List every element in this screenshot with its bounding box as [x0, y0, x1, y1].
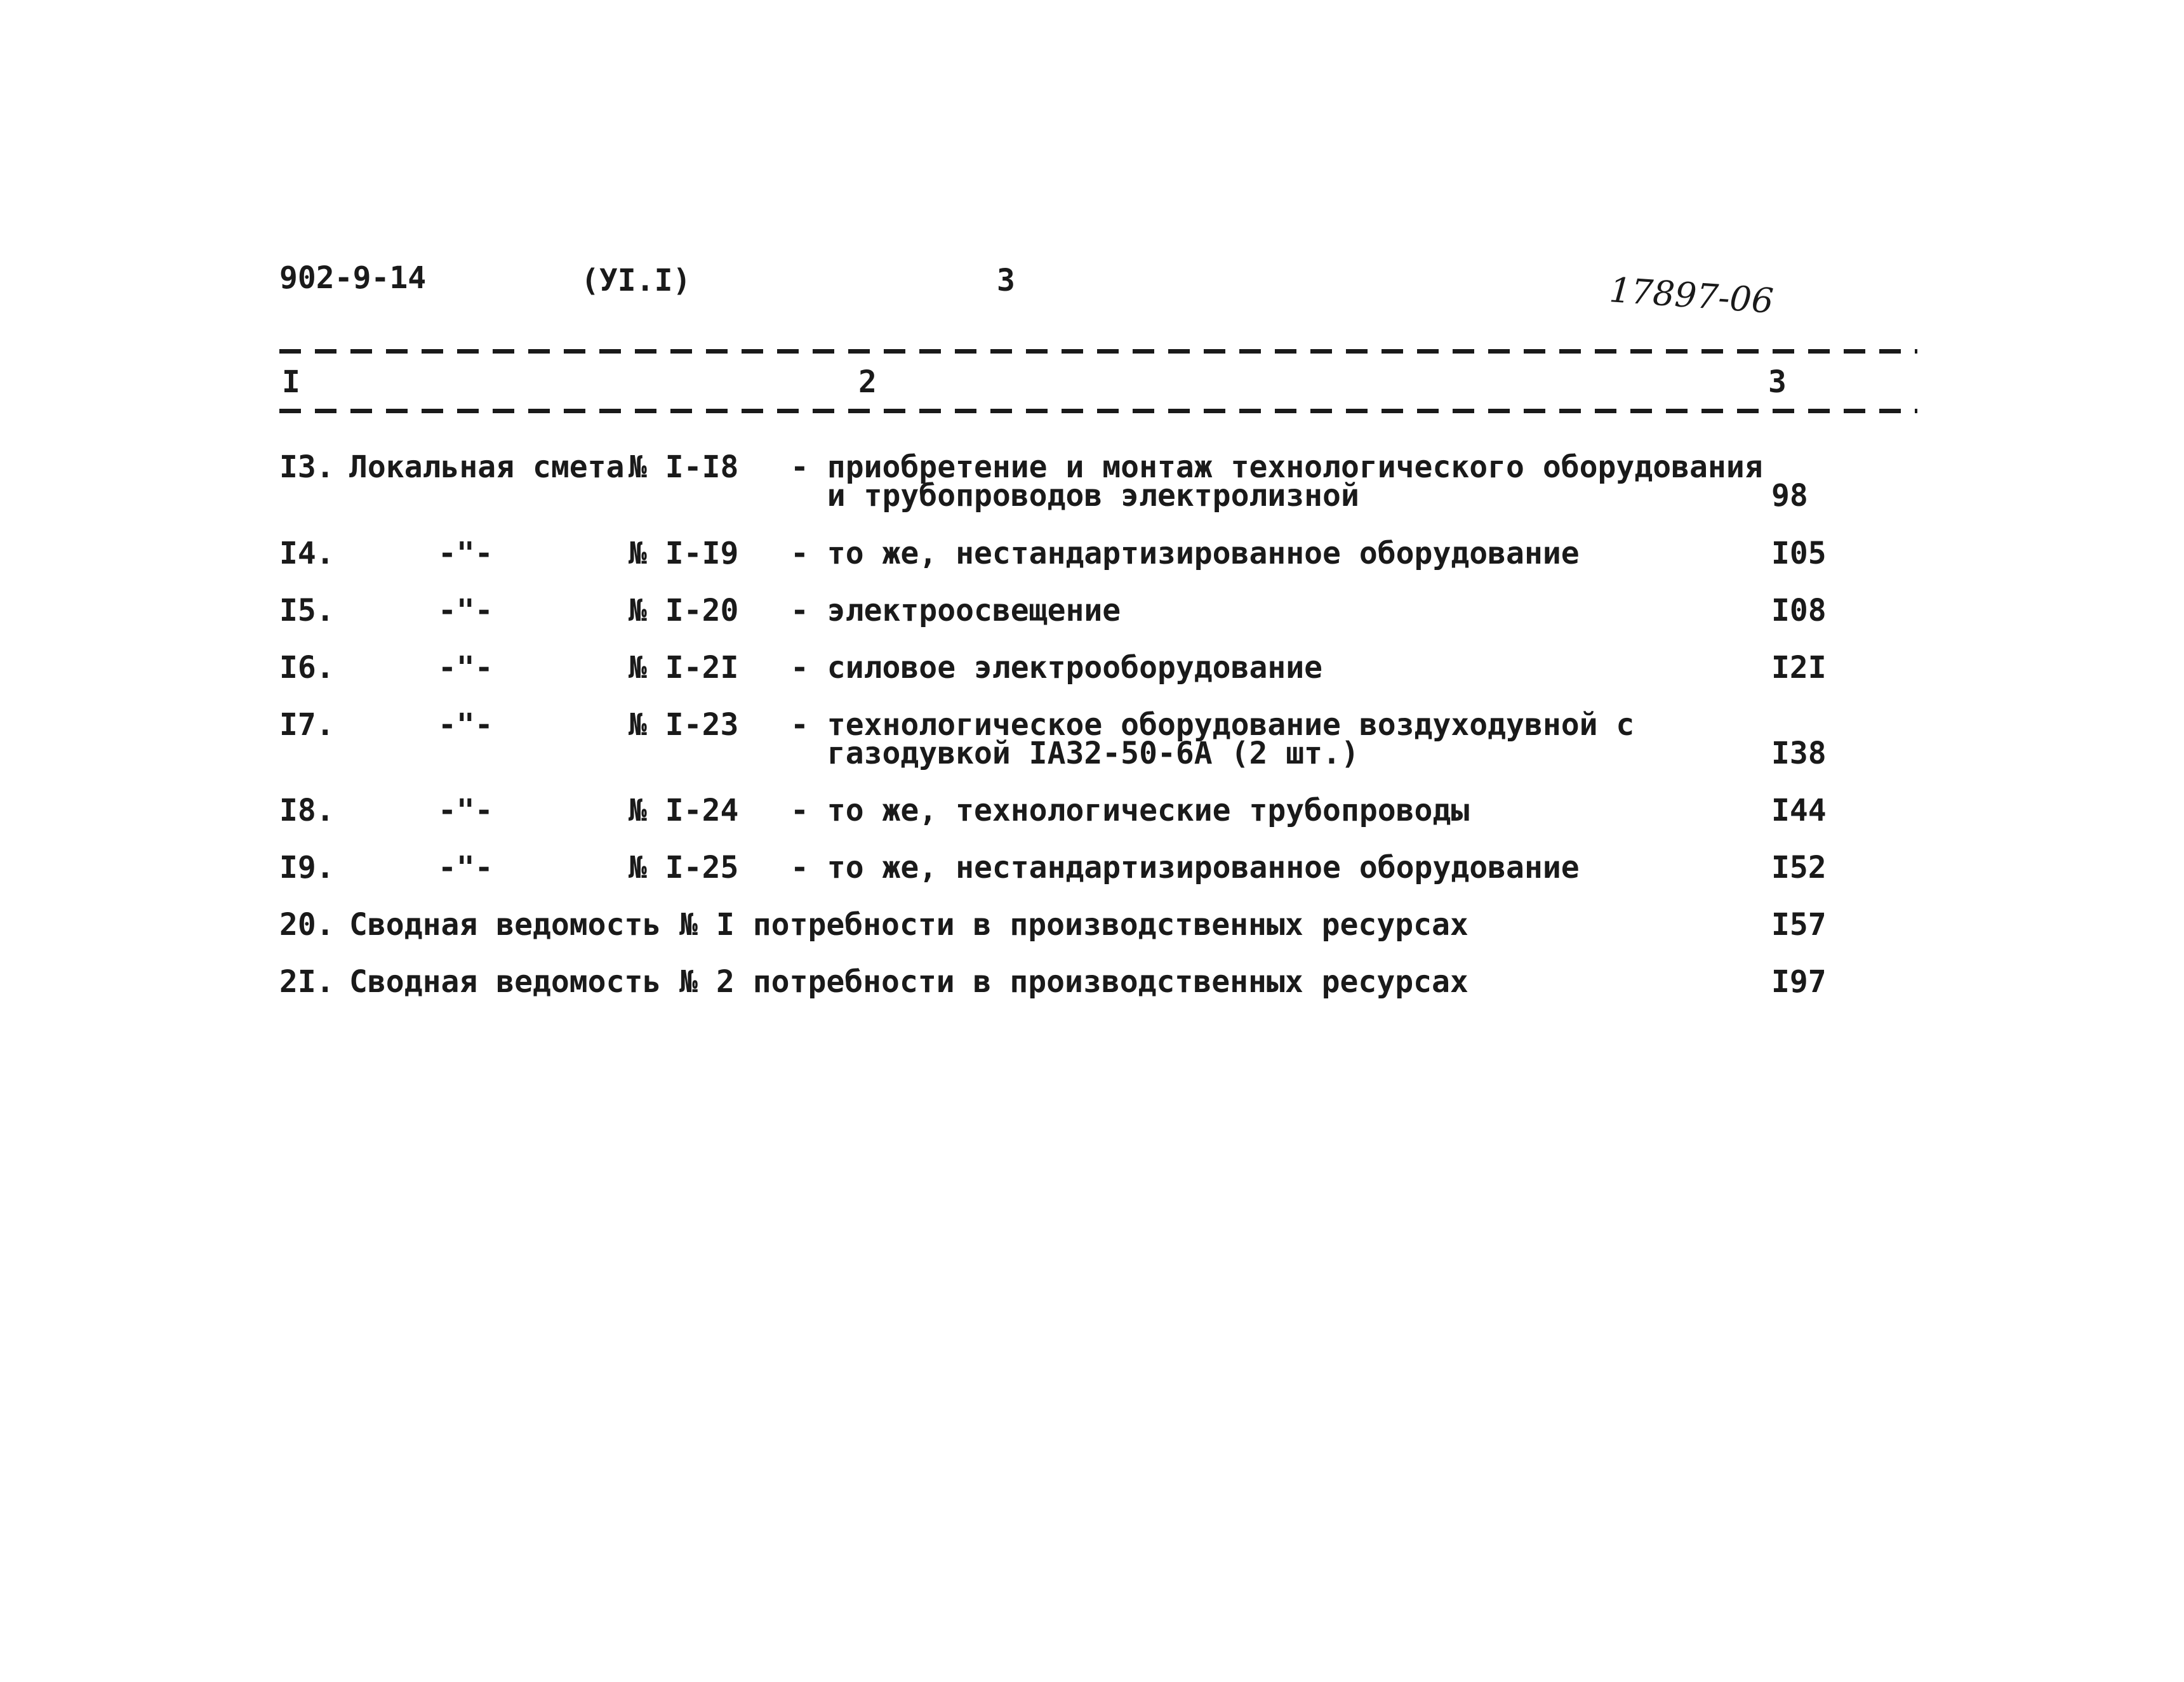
row-number: I6.	[279, 650, 335, 685]
row-page: I52	[1771, 850, 1827, 885]
column-header-1: I	[282, 364, 300, 400]
row-description-line-1: - приобретение и монтаж технологического оборудования	[790, 449, 1763, 485]
row-page: I05	[1771, 536, 1827, 571]
row-description-line-2: газодувкой IА32-50-6А (2 шт.)	[827, 736, 1359, 771]
ditto-mark: -"-	[438, 707, 493, 743]
row-reference: № I-I9	[629, 536, 739, 571]
row-number: I8.	[279, 793, 335, 828]
row-reference: № I-I8	[629, 449, 739, 485]
ditto-mark: -"-	[438, 593, 493, 628]
column-header-2: 2	[858, 364, 877, 400]
summary-text: Сводная ведомость № 2 потребности в производственных ресурсах	[349, 964, 1468, 1000]
row-page: I57	[1771, 907, 1827, 943]
row-page: I97	[1771, 964, 1827, 1000]
row-reference: № I-20	[629, 593, 739, 628]
row-description-line-1: - технологическое оборудование воздуходувной с	[790, 707, 1635, 743]
row-description-line-1: - силовое электрооборудование	[790, 650, 1323, 685]
ditto-mark: -"-	[438, 536, 493, 571]
row-reference: № I-24	[629, 793, 739, 828]
row-description-line-1: - то же, нестандартизированное оборудование	[790, 536, 1580, 571]
top-dashed-rule	[279, 349, 1917, 354]
row-description-line-1: - электроосвещение	[790, 593, 1121, 628]
ditto-mark: -"-	[438, 650, 493, 685]
handwritten-archive-number: 17897-06	[1608, 270, 1775, 321]
row-number: I4.	[279, 536, 335, 571]
row-number: I9.	[279, 850, 335, 885]
summary-text: Сводная ведомость № I потребности в производственных ресурсах	[349, 907, 1468, 943]
row-reference: № I-25	[629, 850, 739, 885]
row-number: 20.	[279, 907, 335, 943]
row-label: Локальная смета	[349, 449, 625, 485]
row-page: 98	[1771, 478, 1808, 513]
row-number: I7.	[279, 707, 335, 743]
row-description-line-1: - то же, технологические трубопроводы	[790, 793, 1470, 828]
row-page: I08	[1771, 593, 1827, 628]
column-header-3: 3	[1768, 364, 1787, 400]
header-dashed-rule	[279, 409, 1917, 413]
page-number: 3	[997, 263, 1015, 298]
row-number: I3.	[279, 449, 335, 485]
row-description-line-2: и трубопроводов электролизной	[827, 478, 1359, 513]
section-code: (УI.I)	[581, 263, 691, 298]
row-number: I5.	[279, 593, 335, 628]
ditto-mark: -"-	[438, 793, 493, 828]
document-code: 902-9-14	[279, 260, 427, 296]
ditto-mark: -"-	[438, 850, 493, 885]
row-reference: № I-2I	[629, 650, 739, 685]
row-page: I38	[1771, 736, 1827, 771]
row-reference: № I-23	[629, 707, 739, 743]
row-page: I2I	[1771, 650, 1827, 685]
row-number: 2I.	[279, 964, 335, 1000]
row-description-line-1: - то же, нестандартизированное оборудование	[790, 850, 1580, 885]
row-page: I44	[1771, 793, 1827, 828]
